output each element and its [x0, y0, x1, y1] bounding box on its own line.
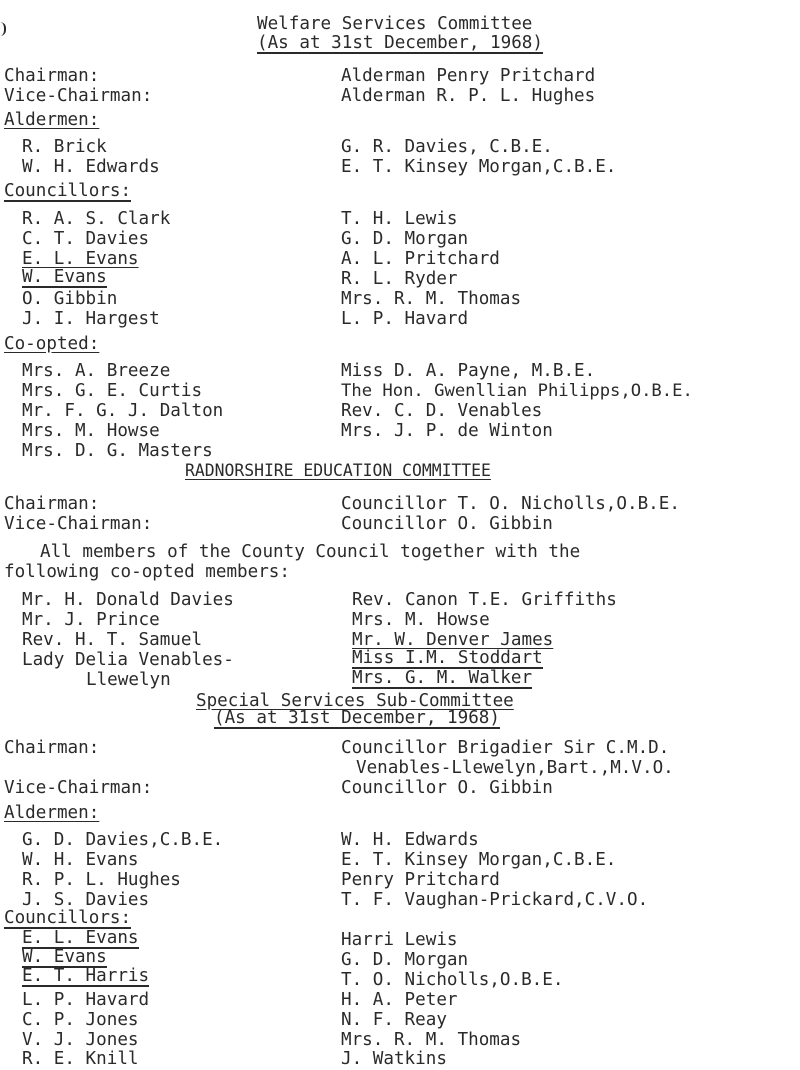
education-intro-line: following co-opted members: [4, 562, 290, 582]
education-vice-chairman: Councillor O. Gibbin [341, 514, 553, 534]
welfare-chairman-label: Chairman: [4, 66, 100, 86]
special-chairman: Councillor Brigadier Sir C.M.D. [341, 738, 670, 758]
special-councillor: L. P. Havard [22, 990, 150, 1010]
education-member: Rev. H. T. Samuel [22, 630, 203, 650]
education-member: Lady Delia Venables- [22, 650, 234, 670]
welfare-councillor: W. Evans [22, 267, 107, 287]
special-councillor: V. J. Jones [22, 1030, 139, 1050]
special-councillor: W. Evans [22, 947, 107, 967]
special-vice-chairman-label: Vice-Chairman: [4, 778, 153, 798]
welfare-councillors-heading: Councillors: [4, 181, 132, 201]
special-alderman: E. T. Kinsey Morgan,C.B.E. [341, 850, 617, 870]
special-councillor: E. T. Harris [22, 966, 150, 986]
special-councillor: G. D. Morgan [341, 950, 469, 970]
education-member: Mr. H. Donald Davies [22, 590, 234, 610]
education-vice-chairman-label: Vice-Chairman: [4, 514, 153, 534]
welfare-councillor: Mrs. R. M. Thomas [341, 289, 522, 309]
special-vice-chairman: Councillor O. Gibbin [341, 778, 553, 798]
special-alderman: R. P. L. Hughes [22, 870, 181, 890]
special-chairman: Venables-Llewelyn,Bart.,M.V.O. [356, 758, 674, 778]
welfare-title: Welfare Services Committee [257, 14, 533, 34]
page-edge-mark [0, 22, 6, 36]
welfare-coopted-member: Mrs. J. P. de Winton [341, 421, 553, 441]
special-alderman: W. H. Edwards [341, 830, 479, 850]
welfare-councillor: L. P. Havard [341, 309, 469, 329]
welfare-alderman: G. R. Davies, C.B.E. [341, 137, 553, 157]
special-alderman: J. S. Davies [22, 890, 150, 910]
welfare-date: (As at 31st December, 1968) [257, 33, 543, 53]
special-councillor: J. Watkins [341, 1049, 447, 1069]
education-member: Miss I.M. Stoddart [352, 648, 543, 668]
special-councillor: Mrs. R. M. Thomas [341, 1030, 522, 1050]
education-member: Rev. Canon T.E. Griffiths [352, 590, 617, 610]
special-alderman: Penry Pritchard [341, 870, 500, 890]
welfare-councillor: A. L. Pritchard [341, 249, 500, 269]
welfare-alderman: R. Brick [22, 137, 107, 157]
special-councillors-heading: Councillors: [4, 908, 132, 928]
special-councillor: Harri Lewis [341, 930, 458, 950]
welfare-coopted-member: Mrs. M. Howse [22, 421, 160, 441]
welfare-coopted-member: Miss D. A. Payne, M.B.E. [341, 361, 596, 381]
welfare-coopted-member: Mrs. A. Breeze [22, 361, 171, 381]
welfare-coopted-member: Mrs. G. E. Curtis [22, 381, 203, 401]
special-councillor: C. P. Jones [22, 1010, 139, 1030]
special-councillor: H. A. Peter [341, 990, 458, 1010]
welfare-vice-chairman: Alderman R. P. L. Hughes [341, 86, 596, 106]
special-aldermen-heading: Aldermen: [4, 803, 100, 823]
special-chairman-label: Chairman: [4, 738, 100, 758]
welfare-alderman: W. H. Edwards [22, 157, 160, 177]
education-intro-line: All members of the County Council together with the [40, 542, 581, 562]
education-chairman: Councillor T. O. Nicholls,O.B.E. [341, 494, 680, 514]
education-title: RADNORSHIRE EDUCATION COMMITTEE [185, 461, 491, 480]
special-alderman: G. D. Davies,C.B.E. [22, 830, 224, 850]
special-alderman: T. F. Vaughan-Prickard,C.V.O. [341, 890, 649, 910]
welfare-coopted-heading: Co-opted: [4, 334, 100, 354]
special-alderman: W. H. Evans [22, 850, 139, 870]
welfare-aldermen-heading: Aldermen: [4, 110, 100, 130]
welfare-councillor: O. Gibbin [22, 289, 118, 309]
welfare-councillor: R. L. Ryder [341, 269, 458, 289]
welfare-coopted-member: Mrs. D. G. Masters [22, 441, 213, 461]
special-title: Special Services Sub-Committee [196, 691, 514, 711]
special-councillor: N. F. Reay [341, 1010, 447, 1030]
welfare-coopted-member: The Hon. Gwenllian Philipps,O.B.E. [341, 381, 693, 401]
education-member: Mrs. G. M. Walker [352, 668, 533, 688]
special-councillor: T. O. Nicholls,O.B.E. [341, 970, 564, 990]
education-member: Mr. W. Denver James [352, 630, 554, 650]
special-councillor: R. E. Knill [22, 1049, 139, 1069]
education-member: Mrs. M. Howse [352, 610, 490, 630]
welfare-alderman: E. T. Kinsey Morgan,C.B.E. [341, 157, 617, 177]
special-date: (As at 31st December, 1968) [214, 708, 500, 728]
welfare-coopted-member: Rev. C. D. Venables [341, 401, 543, 421]
welfare-vice-chairman-label: Vice-Chairman: [4, 86, 153, 106]
special-councillor: E. L. Evans [22, 928, 139, 948]
welfare-councillor: T. H. Lewis [341, 209, 458, 229]
education-chairman-label: Chairman: [4, 494, 100, 514]
education-member: Mr. J. Prince [22, 610, 160, 630]
welfare-councillor: G. D. Morgan [341, 229, 469, 249]
welfare-councillor: J. I. Hargest [22, 309, 160, 329]
welfare-chairman: Alderman Penry Pritchard [341, 66, 596, 86]
education-member: Llewelyn [86, 670, 171, 690]
welfare-coopted-member: Mr. F. G. J. Dalton [22, 401, 224, 421]
welfare-councillor: R. A. S. Clark [22, 209, 171, 229]
welfare-councillor: E. L. Evans [22, 249, 139, 269]
welfare-councillor: C. T. Davies [22, 229, 150, 249]
